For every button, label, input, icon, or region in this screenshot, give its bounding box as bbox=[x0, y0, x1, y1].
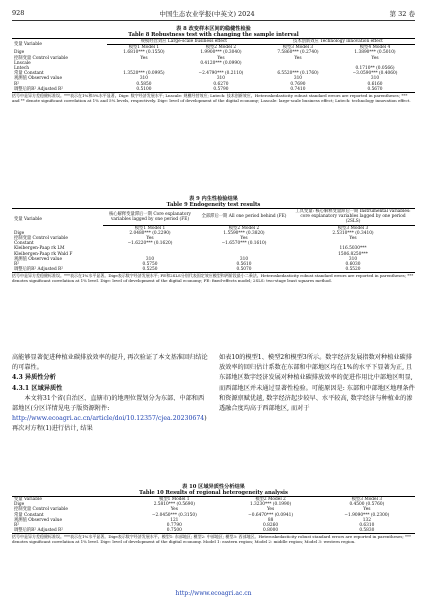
table-header: 变量 Variable bbox=[12, 497, 126, 503]
row-label: Lntech bbox=[14, 66, 30, 72]
running-header bbox=[12, 6, 415, 21]
table-8-caption: 表 8 改变样本区间的稳健性检验 Table 8 Robustness test with changing the sample interval bbox=[128, 26, 299, 38]
table-cell: Yes bbox=[349, 236, 357, 242]
table-cell: 1.6810*** (0.1550) bbox=[123, 50, 165, 56]
model-header: 模型1 Model 1 bbox=[107, 45, 181, 51]
table-cell: 0.8260 bbox=[263, 523, 279, 529]
model-header: 模型3 Model 3 bbox=[291, 225, 415, 231]
table-cell: 1.5590*** (0.3820) bbox=[223, 230, 265, 236]
table-cell: 0.6160 bbox=[367, 81, 383, 87]
paragraph: 如表10的模型1、模型2和模型3所示。数字经济发展指数对种植业碳排放效率的回归估计系数在东部和中部地区均在1%的水平下显著为正, 且东部地区数字经济发展对种植业碳排放效率的促进作用比中部地区明显, 而西部地区并未通过显著性检验。可能原因是: 东部和中部地区地理条件和资源禀赋优越, 数字经济起步较早、水平较高, 数字经济与种植业的渗透融合度均高于西部地区, 而对于 bbox=[219, 354, 415, 413]
table-cell: 7.5860*** (0.2740) bbox=[277, 50, 319, 56]
table-header: 变量 Variable bbox=[12, 209, 103, 231]
table-cell: Yes bbox=[140, 55, 148, 61]
row-label: 调整后的R² Adjusted R² bbox=[12, 87, 107, 93]
paragraph: 本文将31个省(自治区、直辖市)的地理位置划分为东部、中部和西部地区(分区详情见电子版资源附件: http://www.ecoagri.ac.cn/article/doi/10.12357/cjea.20230674)再次对方程(1)进行估计, 结果 bbox=[12, 394, 207, 433]
table-cell: 0.5100 bbox=[107, 87, 181, 93]
table-group-header: 全部滞后一期 All one period behind (FE) bbox=[197, 209, 291, 226]
table-9 bbox=[12, 208, 415, 273]
table-8-block bbox=[12, 26, 415, 104]
row-label: 控制变量 Control variable bbox=[14, 507, 68, 513]
table-cell: 6.5520*** (0.1760) bbox=[277, 71, 319, 77]
row-label: 观测值 Observed value bbox=[14, 256, 63, 262]
model-header: 模型3 Model 3 bbox=[261, 45, 335, 51]
table-cell: 0.6270 bbox=[213, 81, 229, 87]
journal-name: 中国生态农业学报(中英文) 2024 bbox=[159, 9, 255, 18]
left-column bbox=[12, 353, 208, 435]
table-cell: Yes bbox=[146, 236, 154, 242]
table-9-note: 括号中是异方差稳健标准误。***表示在1%水平显著。Dige表示数字经济发展水平; FE和2SLS分别代表固定效应模型和两阶段最小二乘法。Heteroskedasticity robust standard errors are reported in parentheses; *** denotes significant correlation at 1% level. Dige: level of development of the digital economy; FE: fixed-effects model; 2SLS: two-stage least squares method. bbox=[12, 273, 414, 284]
row-label: 调整后的R² Adjusted R² bbox=[12, 528, 126, 534]
table-cell: Yes bbox=[371, 55, 379, 61]
table-group-header: 工具变量: 核心解释变量滞后一期 Instrumental variables: core explanatory variables lagged by one period (2SLS) bbox=[291, 209, 415, 226]
table-10-note: 括号中是异方差稳健标准误。***表示在1%水平显著。Dige表示数字经济发展水平。模型1: 东部地区; 模型2: 中部地区; 模型3: 西部地区。Heteroskedasticity robust standard errors are reported in parentheses; *** denotes significant correlation at 1% level. Dige: level of development of the digital economy. Model 1: eastern region; Model 2: middle region; Model 3: western region. bbox=[12, 534, 412, 545]
table-8 bbox=[12, 38, 415, 93]
row-label: Kleibergen-Paap rk Wald F bbox=[14, 251, 73, 257]
table-cell: 0.7500 bbox=[126, 528, 222, 534]
table-cell: 121 bbox=[170, 517, 179, 523]
model-header: 模型2 Model 2 bbox=[197, 225, 291, 231]
table-cell: −1.9090*** (0.2300) bbox=[344, 512, 390, 518]
model-header: 模型2 Model 2 bbox=[181, 45, 261, 51]
table-cell: 0.5250 bbox=[103, 267, 197, 273]
page-number: 928 bbox=[12, 9, 25, 17]
table-cell: 0.5070 bbox=[197, 267, 291, 273]
table-cell: −2.0450*** (0.3150) bbox=[151, 512, 197, 518]
table-9-caption: 表 9 内生性检验结果 Table 9 Endogeneity test results bbox=[166, 196, 261, 208]
table-cell: 1506.8250*** bbox=[338, 251, 368, 257]
row-label: Dige bbox=[14, 502, 25, 508]
table-cell: 1.3520*** (0.0995) bbox=[123, 71, 165, 77]
table-cell: 310 bbox=[216, 76, 226, 82]
table-cell: −1.6570*** (0.1610) bbox=[221, 241, 267, 247]
table-cell: Yes bbox=[170, 507, 178, 513]
model-header: 模型1 Model 1 bbox=[126, 497, 222, 503]
table-cell: Yes bbox=[363, 507, 371, 513]
table-cell: 0.8000 bbox=[222, 528, 318, 534]
row-label: 常量 Constant bbox=[14, 71, 44, 77]
table-cell: 2.5310*** (0.3410) bbox=[332, 230, 374, 236]
table-group-header: 规模经营效应 Large-scale business effect bbox=[107, 39, 261, 45]
table-cell: −0.6470*** (0.0941) bbox=[248, 512, 293, 518]
table-cell: 0.5750 bbox=[142, 262, 158, 268]
table-cell: Yes bbox=[266, 507, 275, 513]
row-label: 调整后的R² Adjusted R² bbox=[12, 267, 103, 273]
table-row bbox=[12, 87, 415, 93]
table-8-note: 括号中是异方差稳健标准误。***表示在1%和5%水平显著。Dige: 数字经济发展水平; Lnscale: 规模经营效应; Lntech: 技术创新效应。Heteroskedasticity robust standard errors are reported in parentheses; *** and ** denote significant correlation at 1% and 5% levels, respectively. Dige: level of development of the digital economy; Lnscale: large-scale business effect; Lntech: technology innovation effect. bbox=[12, 93, 411, 103]
table-cell: 2.0480*** (0.2290) bbox=[129, 230, 171, 236]
table-cell: 0.5830 bbox=[319, 528, 415, 534]
table-cell: 0.7690 bbox=[290, 81, 306, 87]
right-column bbox=[219, 353, 415, 435]
table-cell: Yes bbox=[217, 55, 225, 61]
row-label: Dige bbox=[14, 230, 25, 236]
table-cell: 0.5850 bbox=[136, 81, 152, 87]
section-heading: 4.3 异质性分析 bbox=[12, 374, 56, 382]
table-cell: 1.3230*** (0.1990) bbox=[249, 502, 292, 508]
row-label: 观测值 Observed value bbox=[14, 517, 63, 523]
row-label: Constant bbox=[14, 241, 34, 247]
table-cell: 0.6310 bbox=[359, 523, 375, 529]
subsection-heading: 4.3.1 区域异质性 bbox=[12, 384, 63, 392]
row-label: 控制变量 Control variable bbox=[14, 236, 68, 242]
resource-link[interactable]: http://www.ecoagri.ac.cn/article/doi/10.12357/cjea.20230674 bbox=[12, 415, 205, 423]
table-cell: 0.7790 bbox=[166, 523, 182, 529]
table-cell: 132 bbox=[362, 517, 371, 523]
row-label: 观测值 Observed value bbox=[14, 76, 63, 82]
row-label: 控制变量 Control variable bbox=[14, 55, 68, 61]
row-label: Kleibergen-Paap rk LM bbox=[14, 246, 65, 252]
table-10-block bbox=[12, 484, 415, 545]
row-label: R² bbox=[14, 81, 19, 87]
footer-url[interactable]: http://www.ecoagri.ac.cn bbox=[175, 590, 252, 597]
table-cell: 0.5520 bbox=[291, 267, 415, 273]
table-cell: 310 bbox=[370, 76, 380, 82]
row-label: R² bbox=[14, 523, 19, 529]
row-label: Lnscale bbox=[14, 60, 31, 66]
table-cell: 310 bbox=[145, 256, 155, 262]
table-cell: 310 bbox=[293, 76, 303, 82]
table-cell: 0.6030 bbox=[345, 262, 361, 268]
table-cell: −3.0590*** (0.4060) bbox=[352, 71, 398, 77]
table-cell: 0.4500 (0.5760) bbox=[349, 502, 385, 508]
table-cell: 2.5810*** (0.5690) bbox=[153, 502, 195, 508]
table-cell: 88 bbox=[267, 517, 274, 523]
model-header: 模型4 Model 4 bbox=[335, 45, 415, 51]
table-cell: Yes bbox=[294, 55, 302, 61]
table-cell: −2.4790*** (0.2110) bbox=[198, 71, 244, 77]
table-cell: 0.7410 bbox=[261, 87, 335, 93]
table-9-block bbox=[12, 196, 415, 284]
table-cell: 310 bbox=[239, 256, 249, 262]
table-cell: Yes bbox=[240, 236, 248, 242]
table-header: 变量 Variable bbox=[12, 39, 107, 51]
table-cell: 0.1710** (0.0566) bbox=[355, 66, 395, 72]
row-label: Dige bbox=[14, 50, 25, 56]
table-group-header: 核心解释变量滞后一期 Core explanatory variables lagged by one period (FE) bbox=[103, 209, 197, 226]
model-header: 模型3 Model 3 bbox=[319, 497, 415, 503]
paragraph: 高能够显著促进种植业碳排放效率的提升, 再次验证了本文基准回归结论的可靠性。 bbox=[12, 354, 208, 372]
table-cell: 1.3890*** (0.5010) bbox=[354, 50, 396, 56]
table-cell: 0.5790 bbox=[181, 87, 261, 93]
table-cell: 310 bbox=[139, 76, 149, 82]
table-cell: 310 bbox=[348, 256, 358, 262]
table-group-header: 技术创新效应 Technology innovation effect bbox=[261, 39, 415, 45]
row-label: 常量 Constant bbox=[14, 512, 44, 518]
body-text bbox=[12, 353, 415, 435]
table-cell: 0.5610 bbox=[236, 262, 252, 268]
volume-label: 第 32 卷 bbox=[389, 9, 415, 18]
table-10-caption: 表 10 区域异质性分析结果 Table 10 Results of regional heterogeneity analysis bbox=[139, 484, 288, 496]
table-cell: 1.9900*** (0.3040) bbox=[200, 50, 242, 56]
table-cell: 0.5670 bbox=[335, 87, 415, 93]
table-cell: 0.4120*** (0.0990) bbox=[200, 60, 242, 66]
model-header: 模型2 Model 2 bbox=[222, 497, 318, 503]
model-header: 模型1 Model 1 bbox=[103, 225, 197, 231]
table-cell: −1.6220*** (0.1620) bbox=[127, 241, 173, 247]
row-label: R² bbox=[14, 262, 19, 268]
table-10 bbox=[12, 496, 415, 534]
table-cell: 116.5030*** bbox=[339, 246, 367, 252]
